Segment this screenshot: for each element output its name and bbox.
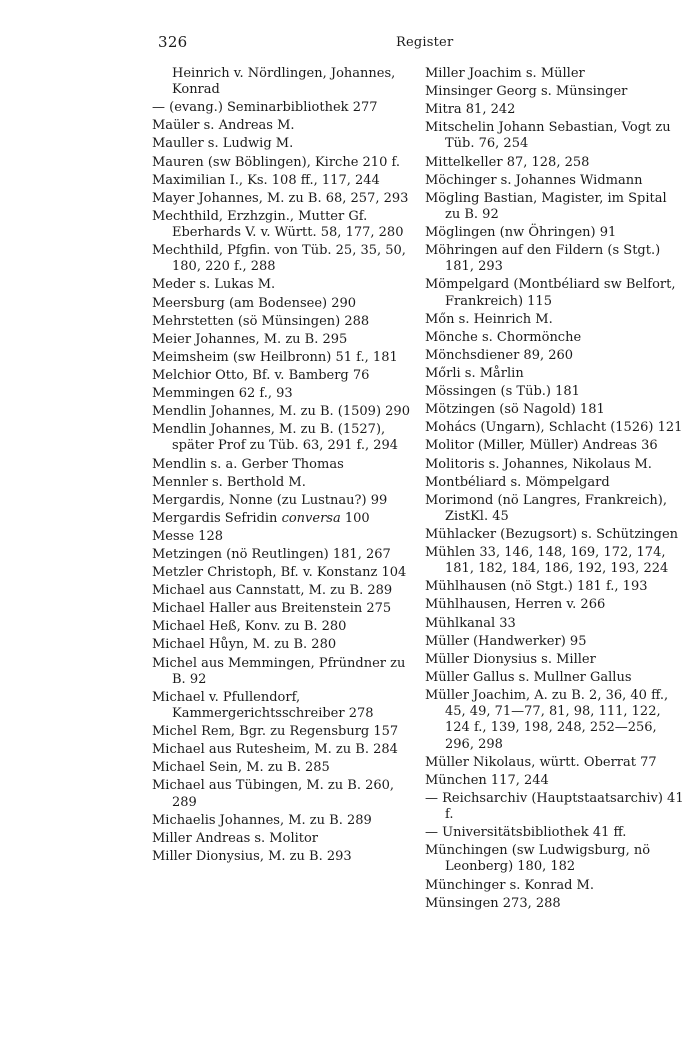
index-entry-text: Michael Haller aus Breitenstein 275 [152,601,392,617]
index-entry [152,511,414,527]
index-column-right [425,66,685,914]
index-entry-text: Mitschelin Johann Sebastian, Vogt zu Tüb. 76, 254 [425,120,671,152]
index-entry-text: Mendlin s. a. Gerber Thomas [152,456,344,472]
page-number: 326 [158,33,188,51]
index-entry-italic: conversa [281,510,341,526]
index-entry-text: Müller (Handwerker) 95 [425,633,587,649]
index-entry [425,896,685,912]
index-entry-text: — Reichsarchiv (Hauptstaatsarchiv) 41 f. [425,790,684,823]
index-entry-text: Michel aus Memmingen, Pfründner zu B. 92 [152,655,406,687]
index-entry-text: Mühlen 33, 146, 148, 169, 172, 174, 181, 182, 184, 186, 192, 193, 224 [425,545,669,577]
index-entry [152,209,414,241]
index-entry [152,314,414,330]
index-entry-text: Michael aus Rutesheim, M. zu B. 284 [152,742,398,758]
index-entry [425,457,685,473]
index-entry-text: Mauller s. Ludwig M. [152,136,294,152]
index-entry-text: Mendlin Johannes, M. zu B. (1527), später Prof zu Tüb. 63, 291 f., 294 [152,422,399,454]
index-entry [425,438,685,454]
index-entry-text: Mühlhausen (nö Stgt.) 181 f., 193 [425,579,648,595]
index-entry-text: Mergardis, Nonne (zu Lustnau?) 99 [152,492,388,508]
index-entry-text: Mohács (Ungarn), Schlacht (1526) 121 [425,420,683,436]
index-entry-text: — (evang.) Seminarbibliothek 277 [152,100,378,116]
index-entry [152,243,414,275]
index-entry [152,404,414,420]
index-entry-text: Müller Joachim, A. zu B. 2, 36, 40 ff., 45, 49, 71—77, 81, 98, 111, 122, 124 f., 139, 198, 248, 252—256, 296, 298 [425,687,669,752]
index-entry [152,583,414,599]
index-entry [152,332,414,348]
index-entry-text: Montbéliard s. Mömpelgard [425,474,610,490]
index-entry [425,755,685,771]
index-entry [152,296,414,312]
index-entry [425,102,685,118]
index-entry-text: Messe 128 [152,528,223,544]
index-entry [425,366,685,382]
index-entry [425,225,685,241]
index-entry [425,843,685,875]
index-entry-text: Mechthild, Erzhzgin., Mutter Gf. Eberhards V. v. Württ. 58, 177, 280 [152,208,404,241]
index-entry [425,277,685,309]
index-entry-text: Mönche s. Chormönche [425,329,582,345]
index-entry [152,422,414,454]
index-entry [425,878,685,894]
index-entry-text: Meder s. Lukas M. [152,277,276,293]
index-entry [425,597,685,613]
index-entry [152,475,414,491]
index-entry-text: Memmingen 62 f., 93 [152,386,293,402]
index-entry [152,742,414,758]
index-entry-text: Michaelis Johannes, M. zu B. 289 [152,812,372,828]
index-entry [425,579,685,595]
index-entry [152,100,414,116]
index-entry [152,778,414,810]
index-entry [152,155,414,171]
index-entry-text: Morimond (nö Langres, Frankreich), ZistKl. 45 [425,492,667,524]
index-entry [152,601,414,617]
index-entry [152,191,414,207]
index-entry-text: Möglingen (nw Öhringen) 91 [425,225,617,241]
index-entry-text: Mittelkeller 87, 128, 258 [425,154,590,170]
index-entry [152,547,414,563]
index-entry-text: Mühlacker (Bezugsort) s. Schützingen [425,526,679,542]
index-entry-text: Molitoris s. Johannes, Nikolaus M. [425,456,652,472]
index-entry-text: Münsingen 273, 288 [425,895,561,911]
index-entry [425,616,685,632]
index-entry-text: Mőrli s. Mårlin [425,366,524,382]
index-entry-text: Mauren (sw Böblingen), Kirche 210 f. [152,154,400,170]
index-entry-text: Mayer Johannes, M. zu B. 68, 257, 293 [152,190,409,206]
index-entry-text: Mögling Bastian, Magister, im Spital zu B. 92 [425,190,667,222]
index-entry-text: Michael aus Tübingen, M. zu B. 260, 289 [152,778,395,810]
index-entry [425,84,685,100]
index-entry [425,384,685,400]
index-entry [425,173,685,189]
index-entry [152,386,414,402]
index-entry [152,457,414,473]
index-entry-text: Miller Joachim s. Müller [425,66,585,81]
index-entry [425,420,685,436]
index-entry [425,493,685,525]
index-entry [152,368,414,384]
index-entry-text: Metzingen (nö Reutlingen) 181, 267 [152,546,391,562]
index-entry-text: Molitor (Miller, Müller) Andreas 36 [425,438,658,454]
index-entry [152,849,414,865]
index-entry-text: Michael Heß, Konv. zu B. 280 [152,619,347,635]
index-entry [152,619,414,635]
index-entry-text: Michael Sein, M. zu B. 285 [152,760,330,776]
index-entry-text: Heinrich v. Nördlingen, Johannes, Konrad [172,66,396,98]
index-entry [425,545,685,577]
index-entry [152,66,414,98]
index-entry-text: Maüler s. Andreas M. [152,118,295,134]
index-entry-text: Mömpelgard (Montbéliard sw Belfort, Frankreich) 115 [425,277,676,309]
index-entry [425,652,685,668]
index-entry-text: Mötzingen (sö Nagold) 181 [425,402,605,418]
index-entry-text: Meimsheim (sw Heilbronn) 51 f., 181 [152,349,398,365]
index-entry-text: Minsinger Georg s. Münsinger [425,84,628,100]
index-entry [425,634,685,650]
running-head: Register [396,35,454,50]
index-entry [425,402,685,418]
index-entry [425,348,685,364]
index-entry-text: München 117, 244 [425,772,549,788]
index-entry [425,330,685,346]
index-entry [425,773,685,789]
index-entry-text: Michael aus Cannstatt, M. zu B. 289 [152,583,393,599]
index-entry [152,529,414,545]
index-entry-text: Mönchsdiener 89, 260 [425,347,574,363]
index-entry [152,350,414,366]
index-entry [425,66,685,82]
index-entry [425,825,685,841]
index-entry [152,690,414,722]
index-entry [152,493,414,509]
index-entry [425,312,685,328]
index-entry-text: Miller Andreas s. Molitor [152,830,319,846]
index-entry-text: Michael Hůyn, M. zu B. 280 [152,637,337,653]
index-entry-text: — Universitätsbibliothek 41 ff. [425,825,627,841]
index-entry-text: Mehrstetten (sö Münsingen) 288 [152,313,370,329]
index-entry-text: Meier Johannes, M. zu B. 295 [152,331,348,347]
index-entry-text: Müller Gallus s. Mullner Gallus [425,669,632,685]
index-entry-text: Müller Dionysius s. Miller [425,651,596,667]
index-entry [152,277,414,293]
index-entry [152,813,414,829]
index-entry [152,565,414,581]
index-entry-text: Mendlin Johannes, M. zu B. (1509) 290 [152,404,410,420]
index-entry [425,191,685,223]
index-entry [152,136,414,152]
index-entry-text: Michel Rem, Bgr. zu Regensburg 157 [152,724,399,740]
index-entry [425,670,685,686]
index-entry [152,637,414,653]
index-entry-text: Michael v. Pfullendorf, Kammergerichtsschreiber 278 [152,689,374,722]
index-entry [425,791,685,823]
index-entry-text: Melchior Otto, Bf. v. Bamberg 76 [152,367,370,383]
index-entry [152,656,414,688]
index-entry-text: Maximilian I., Ks. 108 ff., 117, 244 [152,172,380,188]
index-entry-text: Miller Dionysius, M. zu B. 293 [152,848,352,864]
index-entry [152,760,414,776]
index-entry-text: Mergardis Sefridin [152,510,282,526]
index-entry [425,243,685,275]
index-entry [152,831,414,847]
index-entry-text: Meersburg (am Bodensee) 290 [152,295,357,311]
index-entry-text: Möhringen auf den Fildern (s Stgt.) 181, 293 [425,243,661,275]
index-column-left [152,66,414,867]
index-entry-text: Mennler s. Berthold M. [152,474,306,490]
index-entry [425,688,685,753]
index-entry [152,118,414,134]
index-entry-text: Mössingen (s Tüb.) 181 [425,384,580,400]
index-entry-text: Mechthild, Pfgfin. von Tüb. 25, 35, 50, 180, 220 f., 288 [152,243,406,275]
index-entry-text: Mőn s. Heinrich M. [425,311,553,327]
index-entry [425,527,685,543]
index-entry-text: Münchingen (sw Ludwigsburg, nö Leonberg) 180, 182 [425,843,651,875]
index-entry [152,173,414,189]
index-entry [425,120,685,152]
index-entry-text: Mühlhausen, Herren v. 266 [425,597,606,613]
index-entry-suffix: 100 [340,510,370,526]
index-entry-text: Möchinger s. Johannes Widmann [425,172,643,188]
index-entry [152,724,414,740]
index-entry [425,475,685,491]
index-entry-text: Müller Nikolaus, württ. Oberrat 77 [425,754,657,770]
index-entry-text: Metzler Christoph, Bf. v. Konstanz 104 [152,565,407,581]
index-entry-text: Mitra 81, 242 [425,102,516,118]
index-entry-text: Mühlkanal 33 [425,615,516,631]
index-entry [425,155,685,171]
index-entry-text: Münchinger s. Konrad M. [425,877,594,893]
